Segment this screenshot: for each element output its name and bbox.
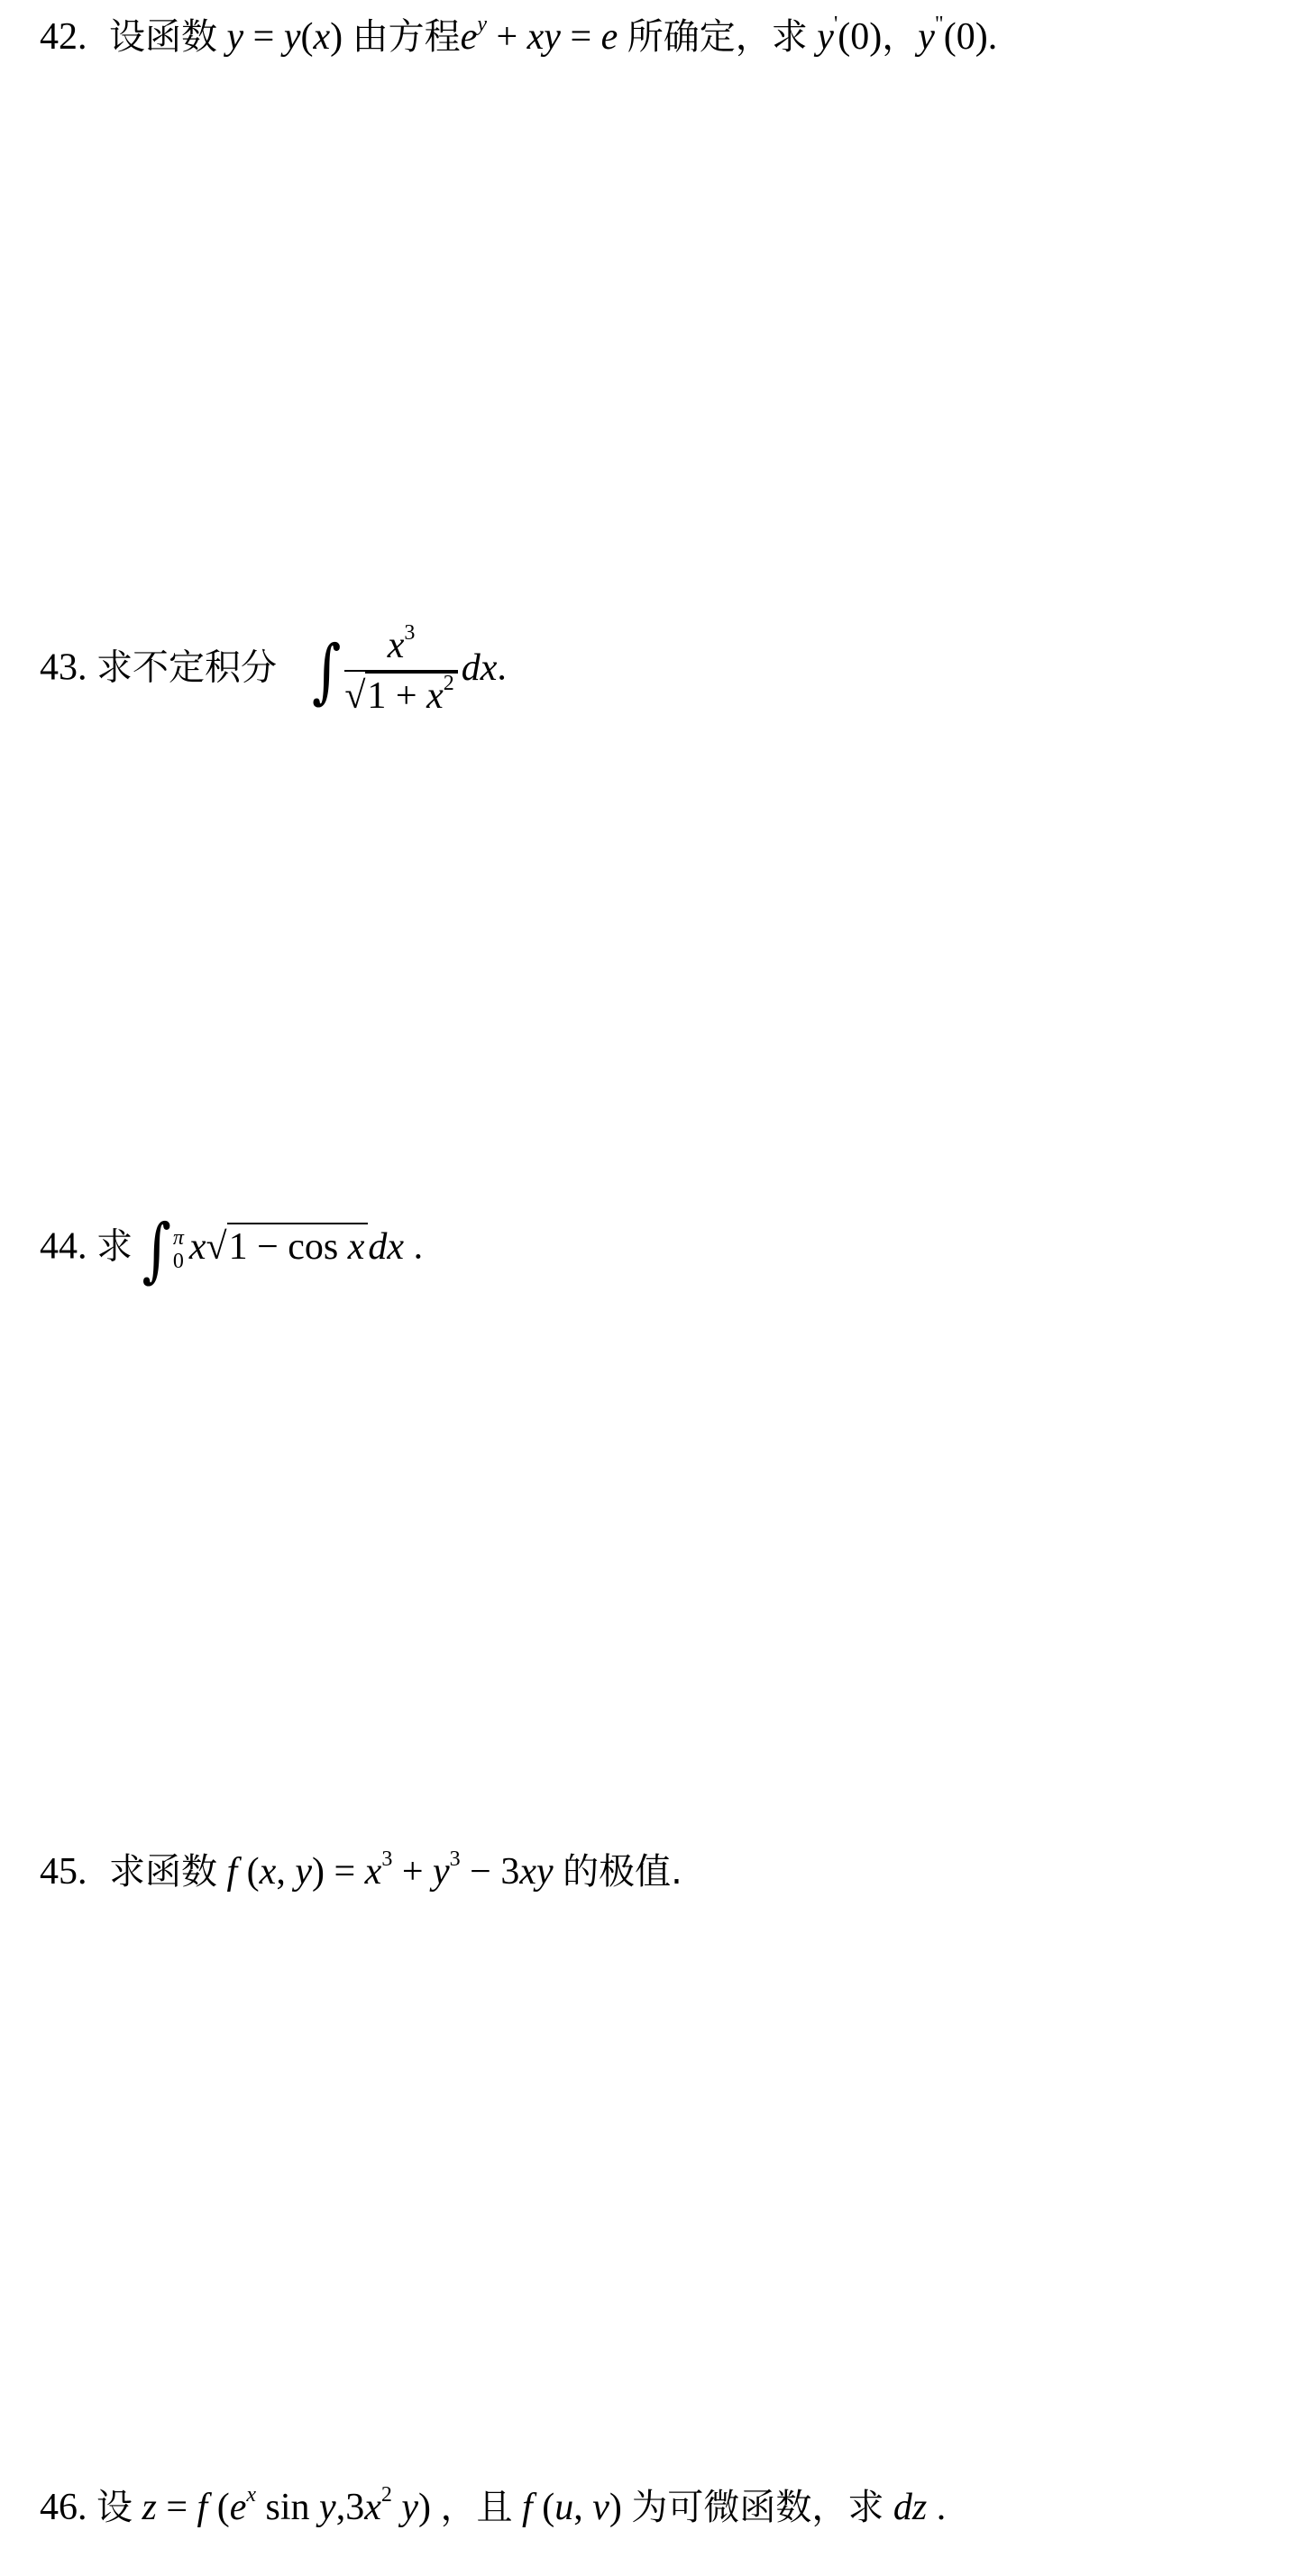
fraction: $\frac{x^3}{√1 + x^2}$: [344, 627, 457, 715]
problem-text: 设: [96, 2487, 133, 2528]
problem-number: 42.: [40, 16, 87, 58]
problem-44: [40, 1207, 424, 1290]
integral-sign: ∫: [142, 1207, 171, 1290]
problem-46: [40, 2483, 947, 2528]
problem-text: 设函数: [109, 16, 217, 58]
punctuation: .: [936, 2487, 947, 2528]
problem-text: 由方程: [352, 16, 461, 58]
problem-text: 求不定积分: [96, 646, 277, 689]
problem-45: [40, 1847, 682, 1893]
punctuation: .: [413, 1225, 424, 1268]
math-expression: ∫ $\frac{x^3}{√1 + x^2}$ dx: [312, 621, 498, 717]
math-expression: f (x, $y) = x^3 + y^3 - 3xy$: [226, 1847, 554, 1893]
punctuation: .: [497, 646, 507, 689]
math-expression: $e^y$ + xy = e: [460, 13, 618, 58]
punctuation: .: [987, 16, 998, 58]
math-expression: f (u, v): [522, 2487, 622, 2528]
problem-text: 求: [96, 1225, 133, 1268]
problem-text: 的极值.: [563, 1851, 682, 1893]
problem-number: 46.: [40, 2487, 87, 2528]
problem-43: [40, 621, 507, 717]
problem-number: 44.: [40, 1225, 87, 1268]
math-expression: y'(0): [817, 13, 883, 58]
math-expression: ∫ π 0 x√1 − cos xdx: [142, 1207, 405, 1290]
problem-text: ，且: [440, 2487, 513, 2528]
math-expression: dz: [893, 2487, 928, 2528]
problem-text: 为可微函数，求: [631, 2487, 884, 2528]
problem-number: 45.: [40, 1851, 87, 1893]
problem-number: 43.: [40, 646, 87, 689]
problem-text: 所确定，求: [627, 16, 808, 58]
math-expression: y"(0): [918, 13, 988, 58]
punctuation: ，: [882, 16, 919, 58]
problem-42: [40, 13, 998, 58]
integral-limits: π 0: [172, 1225, 184, 1273]
math-expression: y = y(x): [226, 16, 343, 58]
math-expression: z = f ($e^x$ $\sin y,3x^2$ y): [142, 2483, 432, 2528]
problem-text: 求函数: [109, 1851, 217, 1893]
integral-sign: ∫: [312, 628, 342, 711]
